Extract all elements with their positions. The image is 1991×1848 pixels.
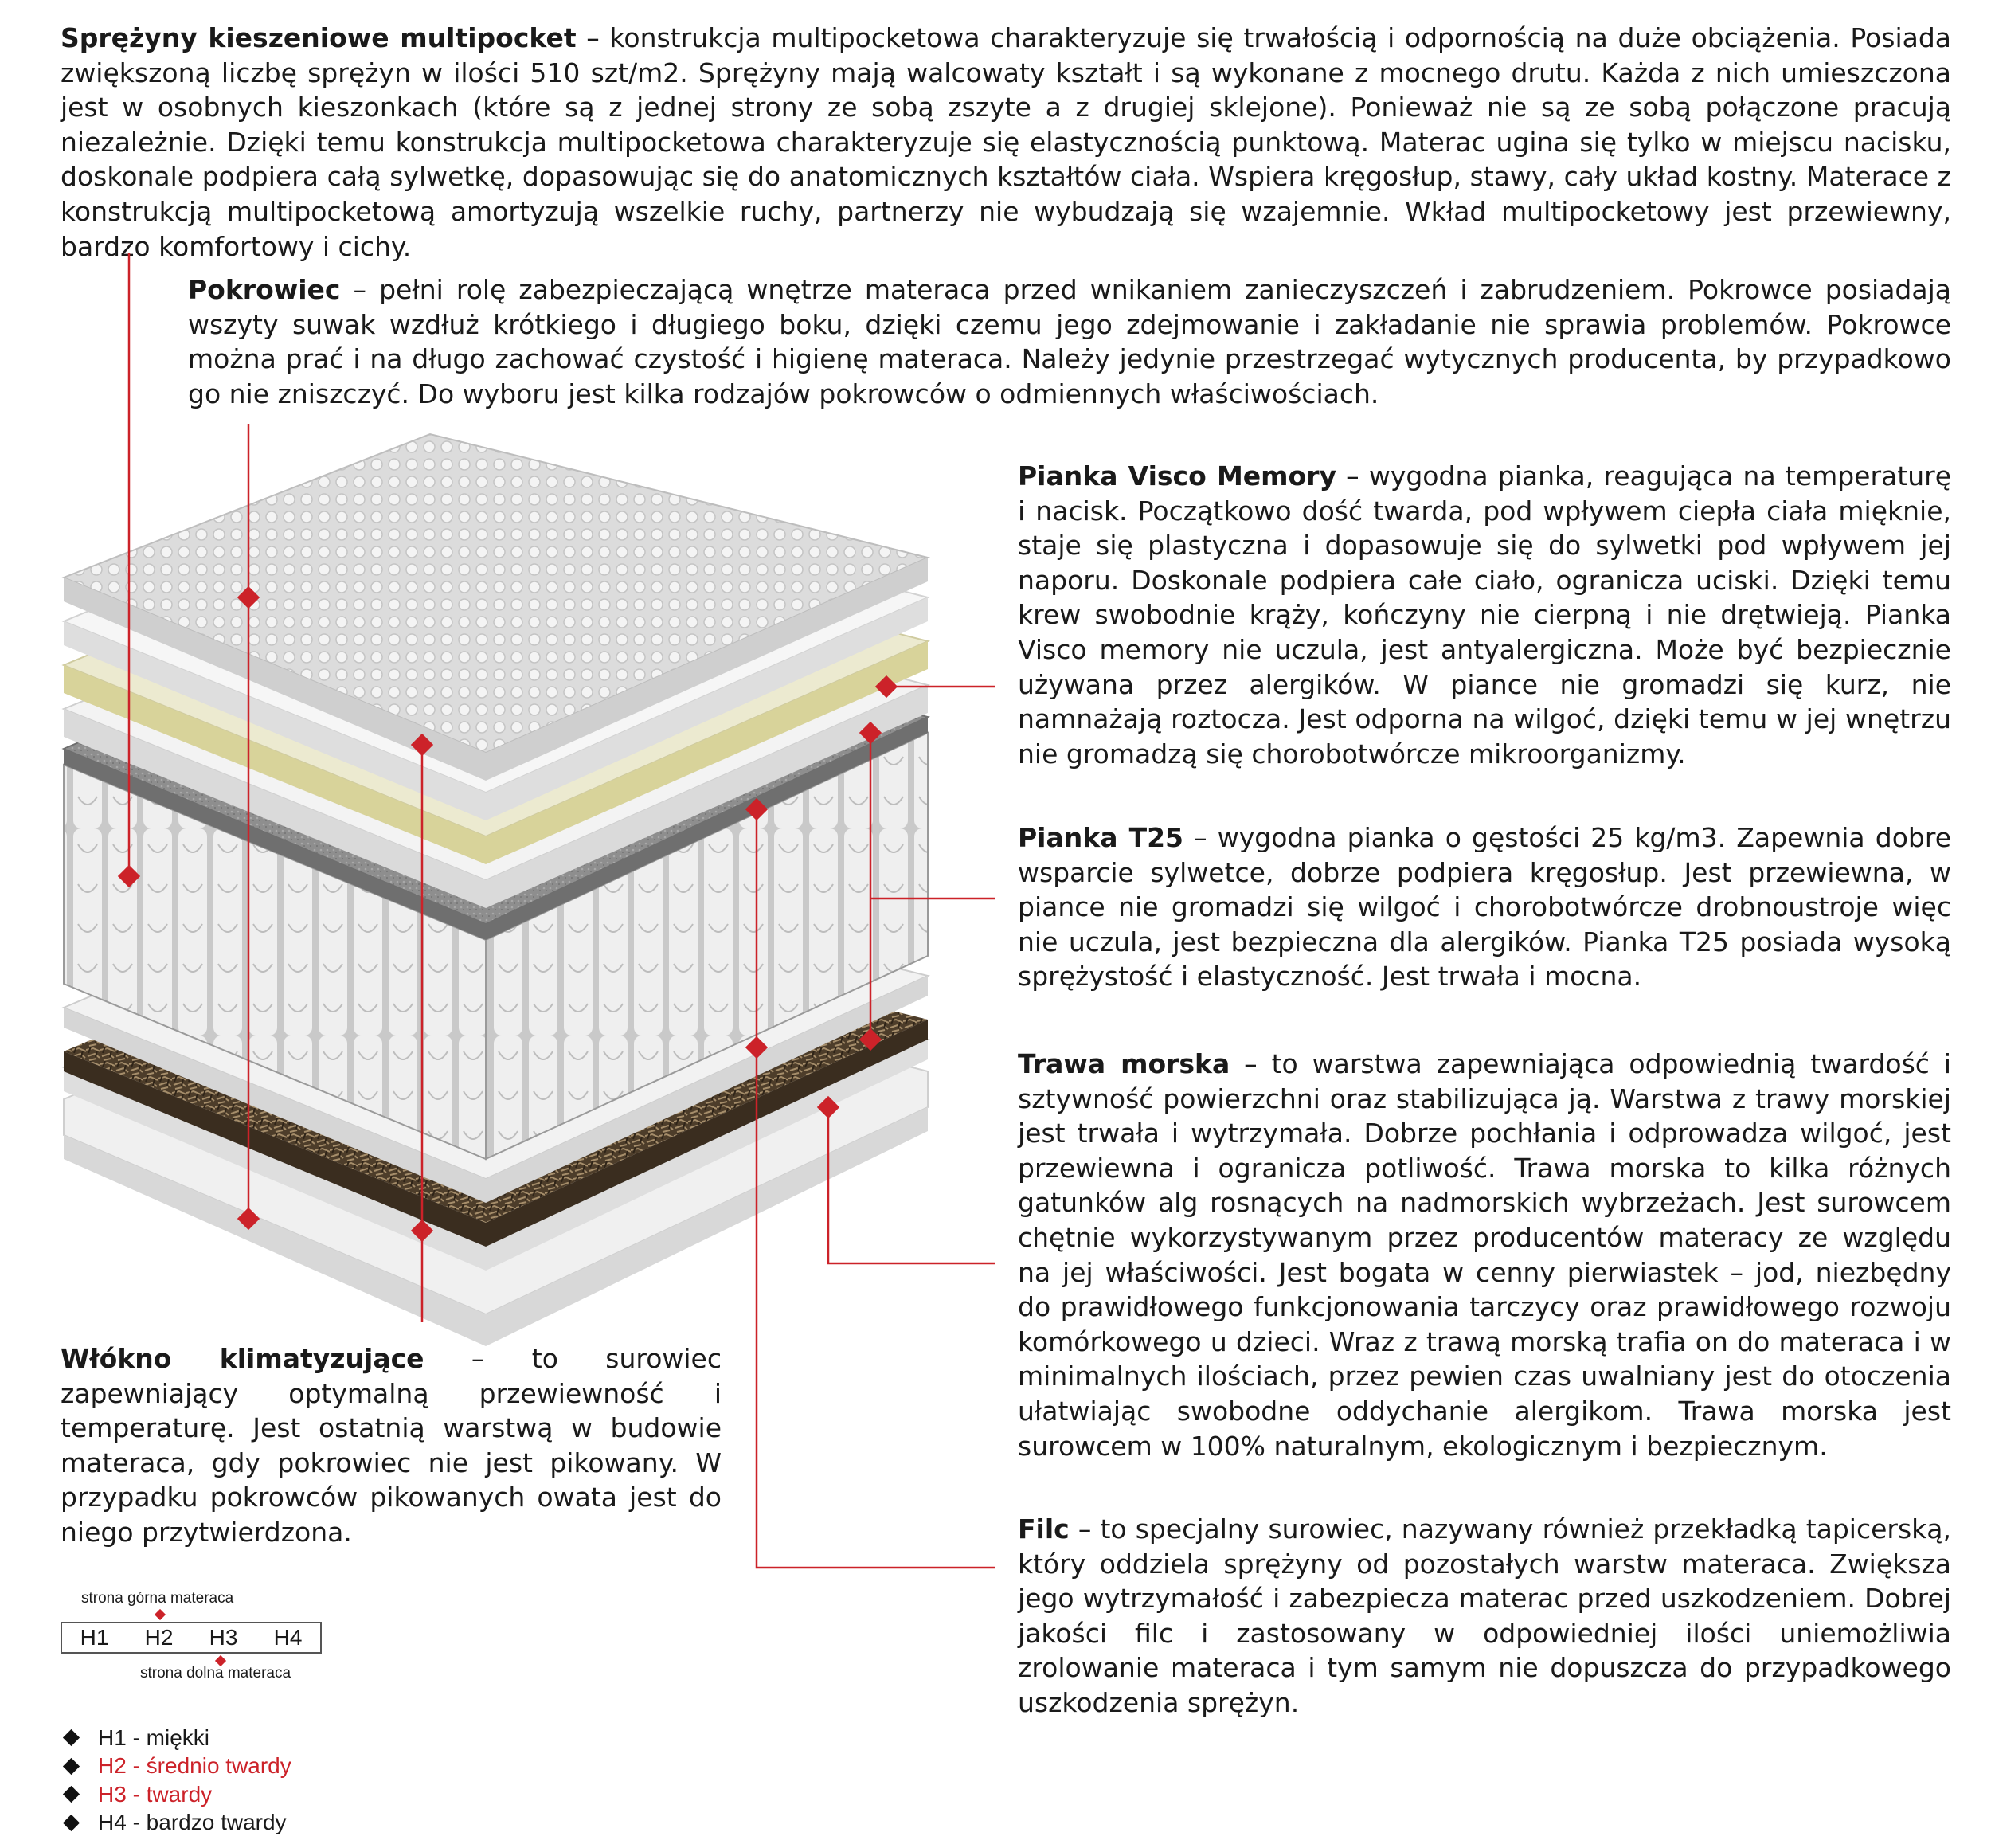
section-title: Sprężyny kieszeniowe multipocket (61, 22, 577, 53)
section-text: – to specjalny surowiec, nazywany również przekładką tapicerską, który oddziela sprężyny od pozostałych warstw materaca. Zwiększa jego wytrzymałość i zabezpiecza materac przed uszkodzeniem. Dobrej jakości filc i zastosowany w odpowiedniej ilości uniemożliwia zrolowanie materaca i tym samym nie dopuszcza do przypadkowego uszkodzenia sprężyn. (1018, 1513, 1951, 1718)
section-title: Pokrowiec (188, 274, 341, 305)
scale-bottom-label: strona dolna materaca (140, 1665, 291, 1682)
section-title: Filc (1018, 1513, 1070, 1545)
section-title: Pianka Visco Memory (1018, 460, 1337, 491)
scale-level: H1 (80, 1625, 109, 1650)
section-text: – pełni rolę zabezpieczającą wnętrze materaca przed wnikaniem zanieczyszczeń i zabrudzeniem. Pokrowce posiadają wszyty suwak wzdłuż krótkiego i długiego boku, dzięki czemu jego zdejmowanie i zakładanie nie sprawia problemów. Pokrowce można prać i na długo zachować czystość i higienę materaca. Należy jedynie przestrzegać wytycznych producenta, by przypadkowo go nie zniszczyć. Do wyboru jest kilka rodzajów pokrowców o odmiennych właściwościach. (188, 274, 1951, 409)
legend-item (57, 1724, 291, 1752)
hardness-scale (61, 1622, 322, 1654)
diamond-icon (63, 1758, 80, 1775)
scale-top-marker (155, 1609, 166, 1620)
diamond-icon (63, 1786, 80, 1803)
legend-label: H4 - bardzo twardy (98, 1810, 287, 1835)
hardness-legend (57, 1724, 291, 1837)
legend-item (57, 1780, 291, 1809)
legend-item (57, 1752, 291, 1781)
legend-item (57, 1809, 291, 1838)
legend-label: H2 - średnio twardy (98, 1753, 291, 1779)
scale-level: H4 (273, 1625, 303, 1650)
section-text: – konstrukcja multipocketowa charakteryzuje się trwałością i odpornością na duże obciążenia. Posiada zwiększoną liczbę sprężyn w ilości 510 szt/m2. Sprężyny mają walcowaty kształt i są wykonane z mocnego drutu. Każda z nich umieszczona jest w osobnych kieszonkach (które są z jednej strony ze sobą zszyte a z drugiej sklejone). Ponieważ nie są ze sobą połączone pracują niezależnie. Dzięki temu konstrukcja multipocketowa charakteryzuje się elastycznością punktową. Materac ugina się tylko w miejscu nacisku, doskonale podpiera całą sylwetkę, dopasowując się do anatomicznych kształtów ciała. Wspiera kręgosłup, stawy, cały układ kostny. Materace z konstrukcją multipocketową amortyzują wszelkie ruchy, partnerzy nie wybudzają się wzajemnie. Wkład multipocketowy jest przewiewny, bardzo komfortowy i cichy. (61, 22, 1952, 262)
diamond-icon (63, 1729, 80, 1746)
section-text: – to surowiec zapewniający optymalną przewiewność i temperaturę. Jest ostatnią warstwą w budowie materaca, gdy pokrowiec nie jest pikowany. W przypadku pokrowców pikowanych owata jest do niego przytwierdzona. (61, 1343, 722, 1548)
section-title: Trawa morska (1018, 1048, 1230, 1079)
section-text: – wygodna pianka, reagująca na temperaturę i nacisk. Początkowo dość twarda, pod wpływem ciepła ciała mięknie, staje się plastyczna i dopasowuje się do sylwetki pod wpływem jej naporu. Doskonale podpiera całe ciało, ogranicza uciski. Dzięki temu krew swobodnie krąży, kończyny nie cierpną i nie drętwieją. Pianka Visco memory nie uczula, jest antyalergiczna. Może być bezpiecznie używana przez alergików. W piance nie gromadzi się kurz, nie namnażają roztocza. Jest odporna na wilgoć, dzięki temu w jej wnętrzu nie gromadzą się chorobotwórcze mikroorganizmy. (1018, 460, 1951, 769)
diamond-icon (63, 1815, 80, 1831)
legend-label: H1 - miękki (98, 1725, 210, 1750)
section-title: Pianka T25 (1018, 822, 1184, 853)
section-text: – wygodna pianka o gęstości 25 kg/m3. Zapewnia dobre wsparcie sylwetce, dobrze podpiera kręgosłup. Jest przewiewna, w piance nie gromadzi się wilgoć i chorobotwórcze drobnoustroje więc nie uczula, jest bezpieczna dla alergików. Pianka T25 posiada wysoką sprężystość i elastyczność. Jest trwała i mocna. (1018, 822, 1951, 993)
scale-top-label: strona górna materaca (81, 1590, 234, 1607)
scale-level: H3 (209, 1625, 238, 1650)
section-text: – to warstwa zapewniająca odpowiednią twardość i sztywność powierzchni oraz stabilizująca ją. Warstwa z trawy morskiej jest trwała i wytrzymała. Dobrze pochłania i odprowadza wilgoć, jest przewiewna i ogranicza potliwość. Trawa morska to kilka różnych gatunków alg rosnących na nadmorskich wybrzeżach. Jest surowcem chętnie wykorzystywanym przez producentów materacy ze względu na jej właściwości. Jest bogata w cenny pierwiastek – jod, niezbędny do prawidłowego funkcjonowania tarczycy oraz prawidłowego rozwoju komórkowego u dzieci. Wraz z trawą morską trafia on do materaca i w minimalnych ilościach, przez pewien czas uwalniany jest do otoczenia ułatwiając swobodne oddychanie alergikom. Trawa morska jest surowcem w 100% naturalnym, ekologicznym i bezpiecznym. (1018, 1048, 1951, 1462)
scale-level: H2 (144, 1625, 174, 1650)
legend-label: H3 - twardy (98, 1781, 213, 1807)
section-title: Włókno klimatyzujące (61, 1343, 424, 1374)
